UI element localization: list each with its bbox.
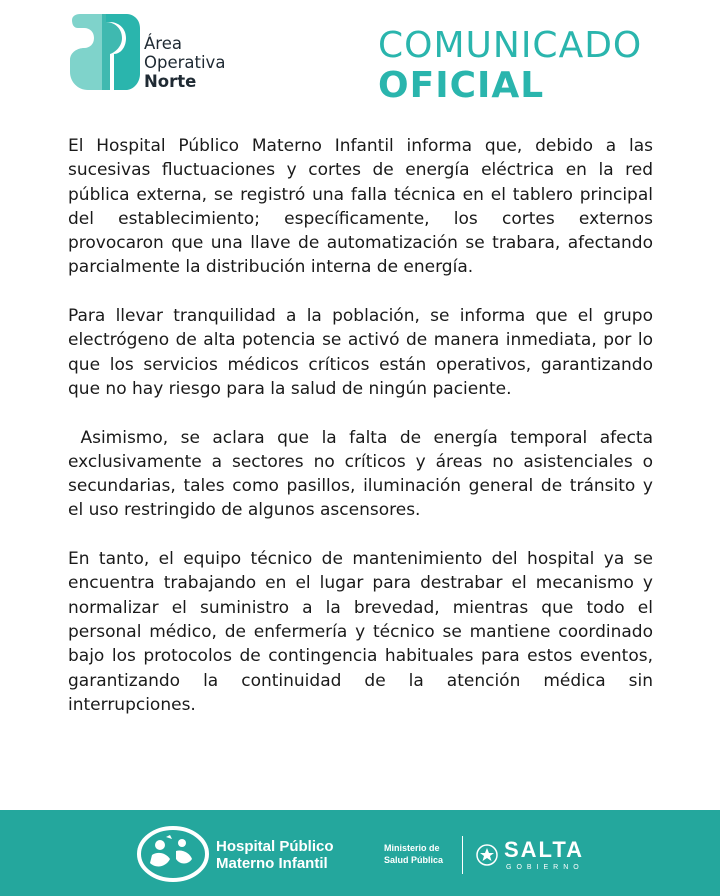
ministerio-line1: Ministerio de xyxy=(384,843,440,853)
paragraph-3: Asimismo, se aclara que la falta de energía temporal afecta exclusivamente a sectores no críticos y áreas no asistenciales o secundarias, tales como pasillos, iluminación general de tránsito y el uso restringido de algunos ascensores. xyxy=(68,427,659,521)
gobierno-label: GOBIERNO xyxy=(506,864,584,871)
footer-divider xyxy=(462,836,463,874)
title-line-oficial: OFICIAL xyxy=(378,65,545,106)
area-operativa-name xyxy=(144,34,225,91)
area-operativa-logo-icon xyxy=(68,14,140,90)
footer xyxy=(0,810,720,896)
ministerio-line2: Salud Pública xyxy=(384,855,444,865)
hospital-name-line1: Hospital Público xyxy=(216,838,334,855)
title-line-comunicado: COMUNICADO xyxy=(378,25,643,66)
logo-line-operativa: Operativa xyxy=(144,53,226,72)
paragraph-2: Para llevar tranquilidad a la población, se informa que el grupo electrógeno de alta potencia se activó de manera inmediata, por lo que los servicios médicos críticos están operativos, garantizando que no hay riesgo para la salud de ningún paciente. xyxy=(68,306,653,399)
page-title xyxy=(378,26,642,106)
salta-wordmark: SALTA xyxy=(504,837,585,862)
ministerio-name xyxy=(384,842,443,866)
logo-line-norte: Norte xyxy=(144,72,197,91)
hospital-logo-icon xyxy=(136,825,210,883)
paragraph-1: El Hospital Público Materno Infantil informa que, debido a las sucesivas fluctuaciones y cortes de energía eléctrica en la red pública externa, se registró una falla técnica en el tablero principal del establecimiento; específicamente, los cortes externos provocaron que una llave de automatización se trabara, afectando parcialmente la distribución interna de energía. xyxy=(68,136,653,278)
hospital-name-line2: Materno Infantil xyxy=(216,855,328,872)
header xyxy=(0,0,720,120)
salta-star-icon xyxy=(476,844,498,866)
paragraph-4: En tanto, el equipo técnico de mantenimiento del hospital ya se encuentra trabajando en el lugar para destrabar el mecanismo y normalizar el suministro a la brevedad, mientras que todo el personal médico, de enfermería y técnico se mantiene coordinado bajo los protocolos de contingencia habituales para estos eventos, garantizando la continuidad de la atención médica sin interrupciones. xyxy=(68,549,653,715)
hospital-name xyxy=(216,838,334,872)
logo-line-area: Área xyxy=(144,34,182,53)
communique-body xyxy=(68,134,659,741)
